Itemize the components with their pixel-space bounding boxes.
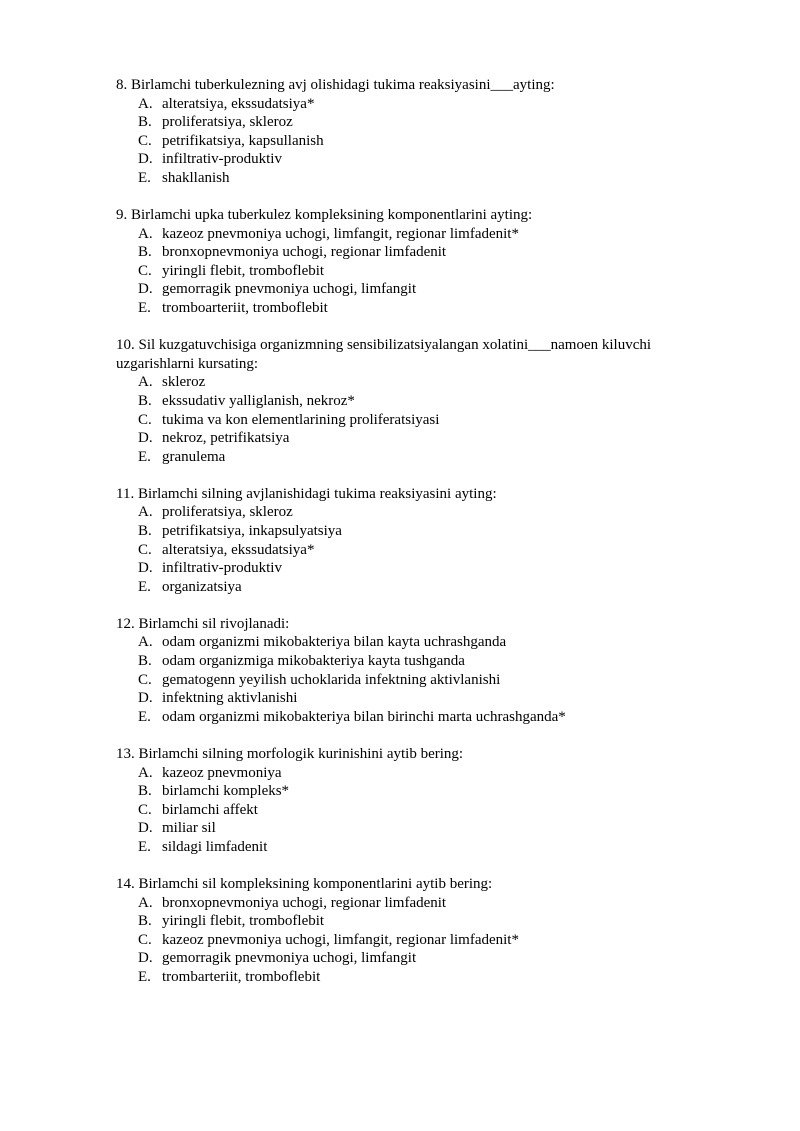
option-text: miliar sil xyxy=(162,820,216,837)
option-text: infektning aktivlanishi xyxy=(162,690,298,707)
option-b xyxy=(116,912,716,931)
option-b xyxy=(116,243,716,262)
option-text: sildagi limfadenit xyxy=(162,838,268,855)
question-11 xyxy=(116,485,716,597)
option-letter: D. xyxy=(138,430,153,447)
option-a xyxy=(116,95,716,114)
option-letter: D. xyxy=(138,820,153,837)
option-letter: C. xyxy=(138,262,152,279)
option-letter: E. xyxy=(138,838,151,855)
option-list xyxy=(116,633,716,726)
option-letter: E. xyxy=(138,968,151,985)
option-text: odam organizmi mikobakteriya bilan birinchi marta uchrashganda* xyxy=(162,708,566,725)
option-letter: A. xyxy=(138,374,153,391)
option-letter: A. xyxy=(138,894,153,911)
question-text: 11. Birlamchi silning avjlanishidagi tukima reaksiyasini ayting: xyxy=(116,485,497,502)
option-c xyxy=(116,541,716,560)
option-text: yiringli flebit, tromboflebit xyxy=(162,262,325,279)
option-b xyxy=(116,652,716,671)
option-text: kazeoz pnevmoniya uchogi, limfangit, regionar limfadenit* xyxy=(162,225,519,242)
question-text: 10. Sil kuzgatuvchisiga organizmning sensibilizatsiyalangan xolatini___namoen kiluvchi uzgarishlarni kursating: xyxy=(116,337,652,372)
option-letter: B. xyxy=(138,653,152,670)
option-text: infiltrativ-produktiv xyxy=(162,151,282,168)
option-c xyxy=(116,671,716,690)
option-text: yiringli flebit, tromboflebit xyxy=(162,913,325,930)
option-e xyxy=(116,299,716,318)
question-8 xyxy=(116,76,716,188)
option-list xyxy=(116,894,716,987)
option-text: organizatsiya xyxy=(162,578,242,595)
option-c xyxy=(116,262,716,281)
option-e xyxy=(116,968,716,987)
option-letter: B. xyxy=(138,913,152,930)
option-list xyxy=(116,503,716,596)
option-list xyxy=(116,764,716,857)
option-d xyxy=(116,559,716,578)
option-e xyxy=(116,448,716,467)
option-e xyxy=(116,578,716,597)
question-text: 13. Birlamchi silning morfologik kurinishini aytib bering: xyxy=(116,745,464,762)
option-letter: D. xyxy=(138,151,153,168)
option-text: petrifikatsiya, kapsullanish xyxy=(162,132,324,149)
option-text: gematogenn yeyilish uchoklarida infektning aktivlanishi xyxy=(162,671,501,688)
option-letter: C. xyxy=(138,671,152,688)
question-list xyxy=(116,76,716,1005)
option-letter: A. xyxy=(138,225,153,242)
option-letter: D. xyxy=(138,281,153,298)
option-letter: B. xyxy=(138,392,152,409)
option-b xyxy=(116,782,716,801)
option-letter: C. xyxy=(138,931,152,948)
option-text: infiltrativ-produktiv xyxy=(162,560,282,577)
option-letter: C. xyxy=(138,541,152,558)
option-letter: E. xyxy=(138,708,151,725)
option-text: granulema xyxy=(162,448,226,465)
option-text: odam organizmi mikobakteriya bilan kayta uchrashganda xyxy=(162,634,507,651)
option-letter: C. xyxy=(138,132,152,149)
question-text: 8. Birlamchi tuberkulezning avj olishidagi tukima reaksiyasini___ayting: xyxy=(116,77,555,93)
option-letter: B. xyxy=(138,114,152,131)
option-a xyxy=(116,633,716,652)
option-b xyxy=(116,113,716,132)
question-text: 12. Birlamchi sil rivojlanadi: xyxy=(116,615,290,632)
option-c xyxy=(116,411,716,430)
option-text: birlamchi affekt xyxy=(162,801,258,818)
option-letter: A. xyxy=(138,504,153,521)
option-b xyxy=(116,522,716,541)
option-list xyxy=(116,373,716,466)
option-letter: D. xyxy=(138,560,153,577)
option-e xyxy=(116,169,716,188)
question-14 xyxy=(116,875,716,987)
question-12 xyxy=(116,615,716,727)
option-text: kazeoz pnevmoniya xyxy=(162,764,282,781)
option-b xyxy=(116,392,716,411)
option-letter: B. xyxy=(138,522,152,539)
question-9 xyxy=(116,206,716,318)
option-text: birlamchi kompleks* xyxy=(162,783,290,800)
option-d xyxy=(116,429,716,448)
option-c xyxy=(116,931,716,950)
option-text: nekroz, petrifikatsiya xyxy=(162,430,290,447)
option-list xyxy=(116,225,716,318)
option-letter: E. xyxy=(138,578,151,595)
option-text: proliferatsiya, skleroz xyxy=(162,114,293,131)
question-10 xyxy=(116,336,716,466)
option-c xyxy=(116,801,716,820)
question-text: 14. Birlamchi sil kompleksining komponentlarini aytib bering: xyxy=(116,875,493,892)
option-letter: B. xyxy=(138,244,152,261)
option-text: gemorragik pnevmoniya uchogi, limfangit xyxy=(162,281,417,298)
question-13 xyxy=(116,745,716,857)
option-text: gemorragik pnevmoniya uchogi, limfangit xyxy=(162,950,417,967)
option-list xyxy=(116,95,716,188)
option-text: proliferatsiya, skleroz xyxy=(162,504,293,521)
option-d xyxy=(116,150,716,169)
option-a xyxy=(116,225,716,244)
question-text: 9. Birlamchi upka tuberkulez kompleksining komponentlarini ayting: xyxy=(116,207,533,224)
option-letter: D. xyxy=(138,690,153,707)
option-letter: E. xyxy=(138,300,151,317)
option-text: ekssudativ yalliglanish, nekroz* xyxy=(162,392,355,409)
option-letter: A. xyxy=(138,95,153,112)
option-a xyxy=(116,764,716,783)
option-a xyxy=(116,894,716,913)
option-d xyxy=(116,280,716,299)
option-text: tromboarteriit, tromboflebit xyxy=(162,300,328,317)
option-text: skleroz xyxy=(162,374,206,391)
option-c xyxy=(116,132,716,151)
option-d xyxy=(116,949,716,968)
option-text: bronxopnevmoniya uchogi, regionar limfadenit xyxy=(162,894,447,911)
option-letter: A. xyxy=(138,764,153,781)
option-text: alteratsiya, ekssudatsiya* xyxy=(162,95,315,112)
option-text: kazeoz pnevmoniya uchogi, limfangit, regionar limfadenit* xyxy=(162,931,519,948)
option-text: odam organizmiga mikobakteriya kayta tushganda xyxy=(162,653,465,670)
option-letter: B. xyxy=(138,783,152,800)
option-letter: E. xyxy=(138,169,151,186)
option-letter: D. xyxy=(138,950,153,967)
option-e xyxy=(116,708,716,727)
option-a xyxy=(116,373,716,392)
option-text: alteratsiya, ekssudatsiya* xyxy=(162,541,315,558)
option-a xyxy=(116,503,716,522)
option-text: trombarteriit, tromboflebit xyxy=(162,968,321,985)
option-e xyxy=(116,838,716,857)
option-text: petrifikatsiya, inkapsulyatsiya xyxy=(162,522,342,539)
option-letter: E. xyxy=(138,448,151,465)
option-letter: C. xyxy=(138,411,152,428)
option-text: shakllanish xyxy=(162,169,230,186)
option-d xyxy=(116,819,716,838)
option-text: bronxopnevmoniya uchogi, regionar limfadenit xyxy=(162,244,447,261)
option-d xyxy=(116,689,716,708)
option-letter: C. xyxy=(138,801,152,818)
option-letter: A. xyxy=(138,634,153,651)
option-text: tukima va kon elementlarining proliferatsiyasi xyxy=(162,411,440,428)
